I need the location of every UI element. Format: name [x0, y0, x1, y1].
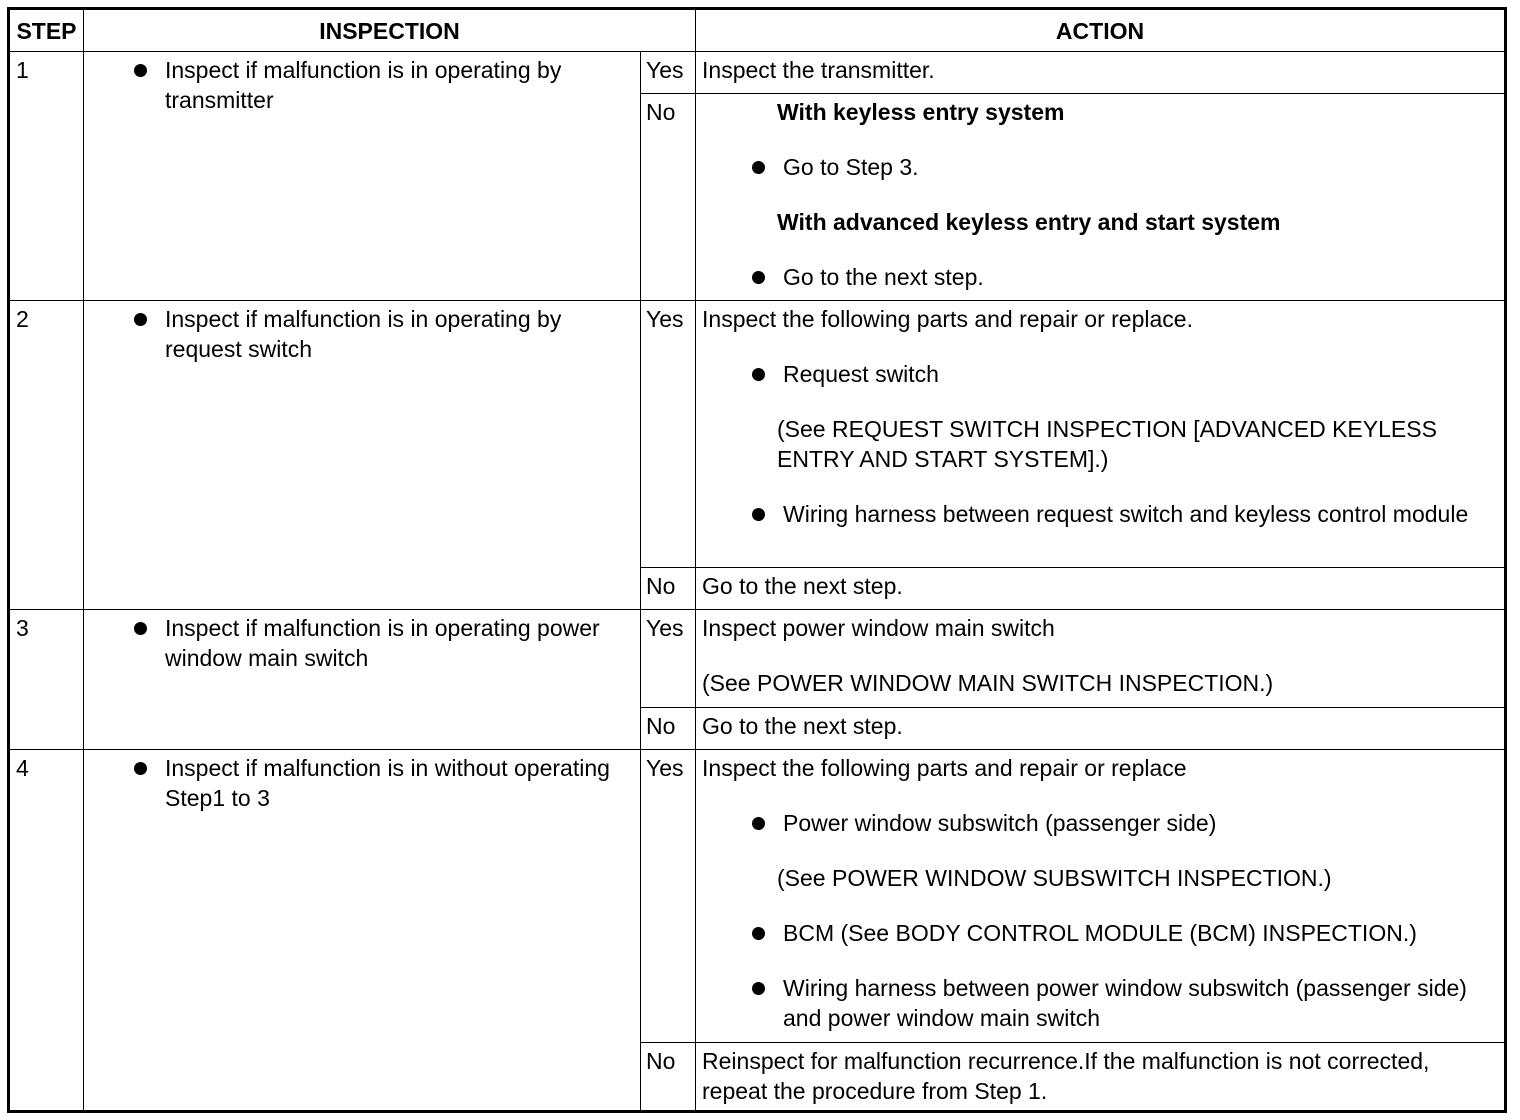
diagnostic-procedure-table: [7, 7, 1507, 1113]
action-text: Reinspect for malfunction recurrence.If the malfunction is not corrected, repeat the procedure from Step 1.: [702, 1048, 1430, 1104]
action-bullet: BCM (See BODY CONTROL MODULE (BCM) INSPECTION.): [702, 918, 1498, 948]
step-number: 2: [9, 301, 84, 610]
header-action: ACTION: [696, 9, 1506, 52]
action-bullet: Wiring harness between request switch and keyless control module: [702, 499, 1498, 529]
inspection-cell: [84, 610, 641, 750]
action-heading: With keyless entry system: [777, 99, 1065, 125]
action-no: [696, 568, 1506, 610]
action-no: [696, 708, 1506, 750]
step-number: 4: [9, 750, 84, 1112]
action-yes: [696, 610, 1506, 708]
yes-label: Yes: [641, 750, 696, 1043]
no-label: No: [641, 708, 696, 750]
yes-label: Yes: [641, 610, 696, 708]
action-note: (See POWER WINDOW MAIN SWITCH INSPECTION.): [702, 670, 1274, 696]
action-text: Inspect the following parts and repair or replace: [702, 755, 1187, 781]
inspection-text: Inspect if malfunction is in operating power window main switch: [90, 613, 634, 673]
action-text: Inspect the transmitter.: [702, 57, 935, 83]
inspection-text: Inspect if malfunction is in operating by request switch: [90, 304, 634, 364]
action-yes: [696, 301, 1506, 568]
action-heading: With advanced keyless entry and start system: [777, 209, 1281, 235]
action-text: Go to the next step.: [702, 573, 903, 599]
action-text: Inspect power window main switch: [702, 615, 1055, 641]
action-bullet: Wiring harness between power window subswitch (passenger side) and power window main switch: [702, 973, 1498, 1033]
action-yes: [696, 750, 1506, 1043]
table-row: [9, 610, 1506, 708]
action-note: (See REQUEST SWITCH INSPECTION [ADVANCED KEYLESS ENTRY AND START SYSTEM].): [777, 416, 1437, 472]
inspection-cell: [84, 301, 641, 610]
no-label: No: [641, 1043, 696, 1112]
action-bullet: Go to Step 3.: [702, 152, 1498, 182]
yes-label: Yes: [641, 301, 696, 568]
step-number: 1: [9, 52, 84, 301]
action-yes: [696, 52, 1506, 94]
inspection-text: Inspect if malfunction is in operating by transmitter: [90, 55, 634, 115]
header-step: STEP: [9, 9, 84, 52]
header-inspection: INSPECTION: [84, 9, 696, 52]
action-no: [696, 94, 1506, 301]
inspection-text: Inspect if malfunction is in without operating Step1 to 3: [90, 753, 634, 813]
yes-label: Yes: [641, 52, 696, 94]
inspection-cell: [84, 750, 641, 1112]
table-row: [9, 52, 1506, 94]
table-row: [9, 301, 1506, 568]
table-row: [9, 750, 1506, 1043]
action-bullet: Request switch: [702, 359, 1498, 389]
step-number: 3: [9, 610, 84, 750]
action-bullet: Go to the next step.: [702, 262, 1498, 292]
action-text: Inspect the following parts and repair or replace.: [702, 306, 1193, 332]
action-no: [696, 1043, 1506, 1112]
no-label: No: [641, 94, 696, 301]
action-bullet: Power window subswitch (passenger side): [702, 808, 1498, 838]
inspection-cell: [84, 52, 641, 301]
action-text: Go to the next step.: [702, 713, 903, 739]
action-note: (See POWER WINDOW SUBSWITCH INSPECTION.): [777, 865, 1332, 891]
header-row: [9, 9, 1506, 52]
no-label: No: [641, 568, 696, 610]
